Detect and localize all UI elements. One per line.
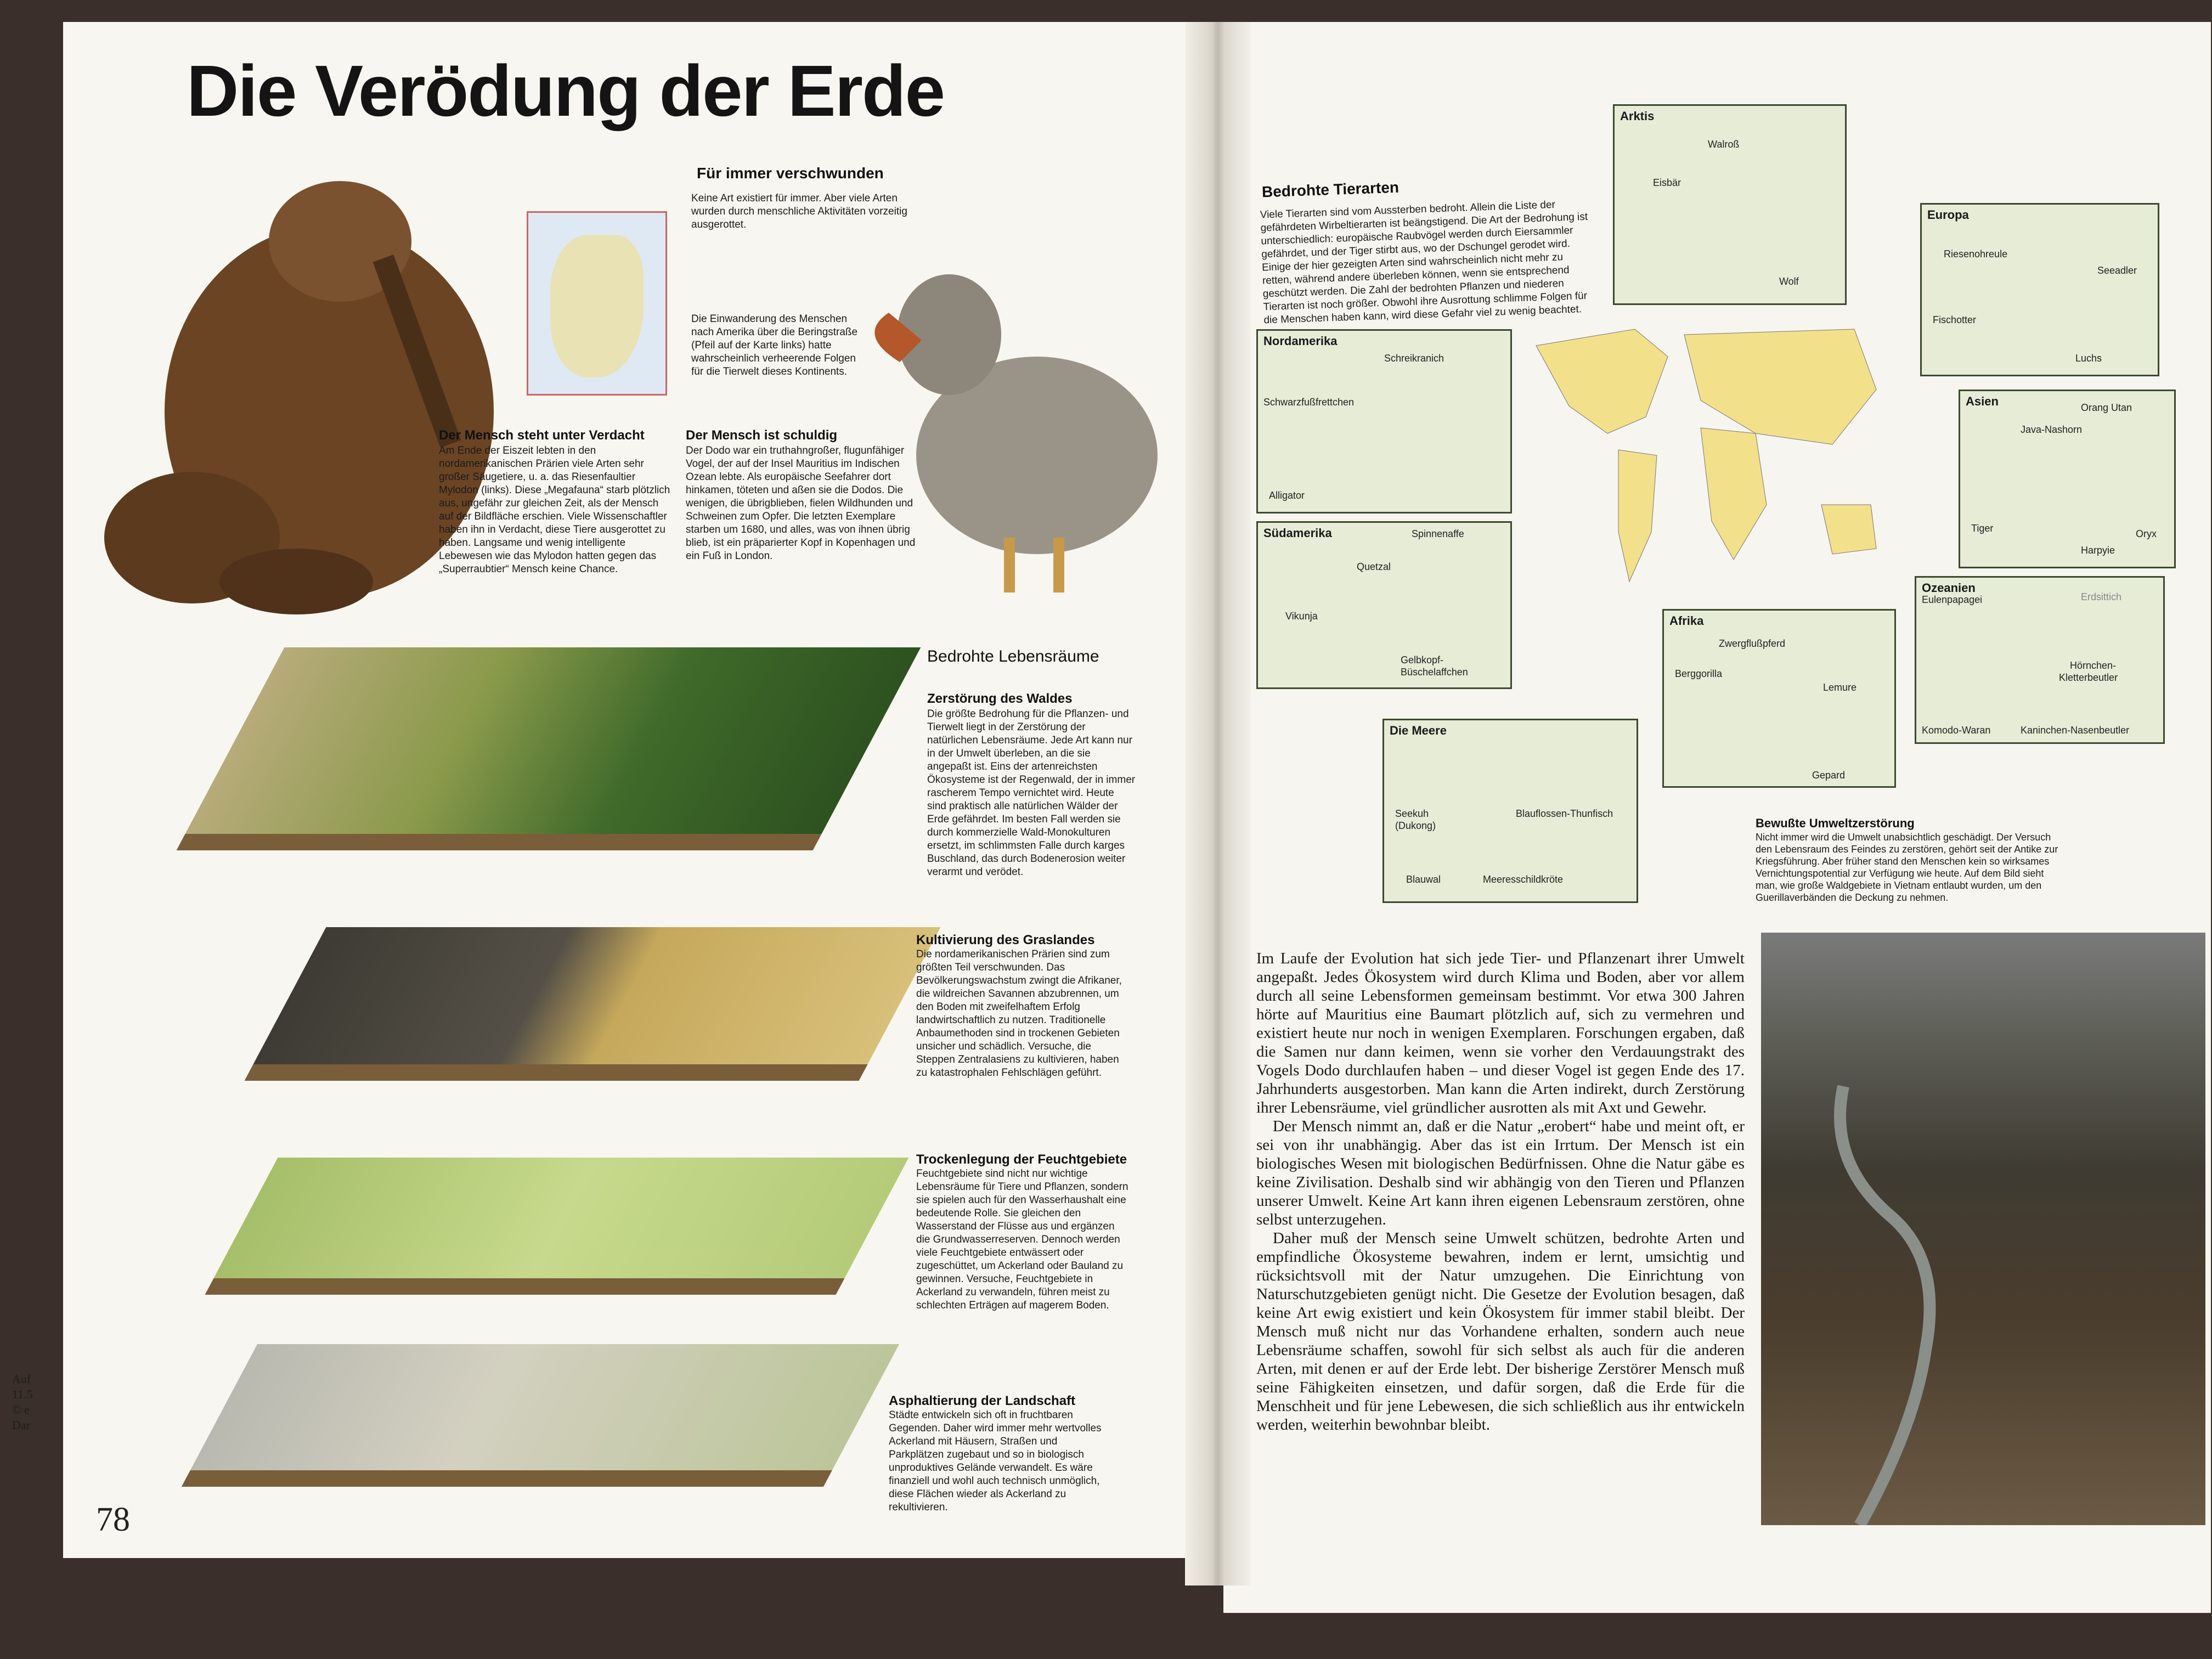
- animal-label: Hörnchen-: [2070, 660, 2117, 671]
- animal-label: Berggorilla: [1675, 668, 1723, 679]
- grassland-scene: [245, 927, 941, 1081]
- animal-label: Orang Utan: [2081, 402, 2132, 413]
- main-paragraph: Der Mensch nimmt an, daß er die Natur „erobert“ habe und meint oft, er sei von ihr unabhängig. Aber das ist ein Irrtum. Der Mensch ist ein biologisches Wesen mit biologischen Bedürfnissen. Ohne die Natur gäbe es keine Zivilisation. Deshalb sind wir abhängig von den Tieren und Pflanzen unserer Umwelt. Keine Art kann ihren eigenen Lebensraum zerstören, ohne selbst unterzugehen.: [1256, 1118, 1745, 1228]
- wetland-scene: [205, 1158, 909, 1295]
- heading-forest: Zerstörung des Waldes: [927, 691, 1073, 706]
- region-asien: [1959, 390, 2176, 568]
- margin-note: [12, 1372, 56, 1433]
- animal-label: Lemure: [1823, 682, 1857, 693]
- region-arktis: [1613, 104, 1847, 305]
- animal-label: Schreikranich: [1384, 353, 1444, 364]
- main-text: [1256, 949, 1745, 1434]
- heading-guilty: Der Mensch ist schuldig: [686, 428, 838, 443]
- margin-note-line: Auf: [12, 1372, 31, 1386]
- animal-label: Java-Nashorn: [2021, 424, 2083, 435]
- margin-note-line: Dar: [12, 1418, 30, 1432]
- vietnam-aerial-photo: [1761, 933, 2205, 1525]
- text-forever: Keine Art existiert für immer. Aber viele Arten wurden durch menschliche Aktivitäten vorzeitig ausgerottet.: [691, 193, 907, 230]
- world-map: [1525, 324, 1887, 614]
- map-continent: [550, 235, 644, 377]
- animal-label: Wolf: [1779, 276, 1799, 287]
- animal-label: Eulenpapagei: [1922, 594, 1983, 605]
- animal-label: Eisbär: [1653, 177, 1681, 188]
- animal-label: Erdsittich: [2081, 591, 2122, 602]
- text-suspicion: Am Ende der Eiszeit lebten in den nordamerikanischen Prärien viele Arten sehr großer Säugetiere, u. a. das Riesenfaultier Mylodon (links). Diese „Megafauna“ starb plötzlich aus, ungefähr zur gleichen Zeit, als der Mensch auf der Bildfläche erschien. Viele Wissenschaftler haben ihn in Verdacht, diese Tiere ausgerottet zu haben. Langsame und wenig intelligente Lebewesen wie das Mylodon hatten gegen das „Superraubtier“ Mensch keine Chance.: [439, 445, 670, 575]
- animal-label: Kletterbeutler: [2059, 672, 2118, 683]
- animal-label: Fischotter: [1933, 314, 1977, 325]
- animal-label: Walroß: [1708, 139, 1740, 150]
- animal-label: Tiger: [1971, 523, 1994, 534]
- heading-asphalt: Asphaltierung der Landschaft: [889, 1393, 1076, 1408]
- region-title: Asien: [1966, 394, 1999, 408]
- heading-habitats: Bedrohte Lebensräume: [927, 647, 1099, 665]
- animal-label: Riesenohreule: [1944, 249, 2008, 259]
- animal-label: Alligator: [1269, 490, 1305, 501]
- heading-suspicion: Der Mensch steht unter Verdacht: [439, 428, 645, 443]
- text-guilty: Der Dodo war ein truthahngroßer, flugunfähiger Vogel, der auf der Insel Mauritius im Indischen Ozean lebte. Als europäische Seefahrer dort hinkamen, töteten und aßen sie die Dodos. Die wenigen, die übrigblieben, fielen Wildhunden und Schweinen zum Opfer. Die letzten Exemplare starben um 1680, und alles, was von ihnen übrig blieb, ist ein präparierter Kopf in Kopenhagen und ein Fuß in London.: [686, 445, 916, 562]
- animal-label: Vikunja: [1285, 611, 1318, 622]
- margin-note-line: 11.5: [12, 1387, 33, 1401]
- region-title: Ozeanien: [1922, 581, 1976, 595]
- main-paragraph: Im Laufe der Evolution hat sich jede Tier- und Pflanzenart ihrer Umwelt angepaßt. Jedes Ökosystem wird durch Klima und Boden, aber vor allem durch all seine Lebensformen gemeinsam bestimmt. Vor etwa 300 Jahren hörte auf Mauritius eine Baumart plötzlich auf, sich zu vermehren und existiert heute nur noch in wenigen Exemplaren. Forschungen ergaben, daß die Samen nur dann keimen, wenn sie vorher den Verdauungstrakt des Vogels Dodo durchlaufen haben – und dieser Vogel ist gegen Ende des 17. Jahrhunderts ausgestorben. Man kann die Arten indirekt, durch Zerstörung ihrer Lebensräume, viel gründlicher ausrotten als mit Axt und Gewehr.: [1256, 950, 1745, 1116]
- region-title: Europa: [1927, 208, 1969, 222]
- text-threatened: Viele Tierarten sind vom Aussterben bedroht. Allein die Liste der gefährdeten Wirbeltierarten ist beängstigend. Die Art der Bedrohung ist unterschiedlich: europäische Raubvögel werden durch Eiersammler gefährdet, und der Tiger stirbt aus, wo der Dschungel gerodet wird. Einige der hier gezeigten Arten sind wahrscheinlich nicht mehr zu retten, während andere überleben können, wenn sie entsprechend geschützt werden. Die Zahl der bedrohten Pflanzen und niederen Tierarten ist noch größer. Obwohl ihre Ausrottung schlimme Folgen für die Menschen haben kann, wird diese Gefahr viel zu wenig beachtet.: [1260, 199, 1588, 326]
- animal-label: Luchs: [2075, 353, 2102, 364]
- city-scene: [182, 1344, 899, 1487]
- region-title: Nordamerika: [1263, 334, 1338, 348]
- region-title: Arktis: [1620, 109, 1655, 123]
- animal-label: (Dukong): [1395, 820, 1436, 831]
- animal-label: Seeadler: [2097, 265, 2137, 276]
- page-title: Die Verödung der Erde: [187, 50, 944, 131]
- text-forest: Die größte Bedrohung für die Pflanzen- und Tierwelt liegt in der Zerstörung der natürlichen Lebensräume. Jede Art kann nur in der Umwelt überleben, an die sie angepaßt ist. Eins der artenreichsten Ökosysteme ist der Regenwald, der in immer rascherem Tempo vernichtet wird. Heute sind praktisch alle natürlichen Wälder der Erde gefährdet. Im besten Fall werden sie durch kommerzielle Wald-Monokulturen ersetzt, im schlimmsten Falle durch karges Buschland, das durch Bodenerosion weiter verarmt und verödet.: [927, 708, 1136, 878]
- animal-label: Spinnenaffe: [1412, 528, 1464, 539]
- main-paragraph: Daher muß der Mensch seine Umwelt schützen, bedrohte Arten und empfindliche Ökosysteme bewahren, indem er lernt, umsichtig und rücksichtsvoll mit der Natur umzugehen. Die Einrichtung von Naturschutzgebieten genügt nicht. Die Gesetze der Evolution besagen, daß keine Art ewig existiert und kein Ökosystem für immer stabil bleibt. Der Mensch muß nicht nur das Vorhandene erhalten, sondern auch neue Lebensräume schaffen, sowohl für sich selbst als auch für die anderen Arten, mit denen er auf der Erde lebt. Der bisherige Zerstörer Mensch muß seine Fähigkeiten einsetzen, und dafür sorgen, daß die Erde für die Menschheit und für jene Lebewesen, die sich schließlich aus ihr entwickeln werden, weiterhin bewohnbar bleibt.: [1256, 1229, 1745, 1434]
- book-gutter: [1185, 22, 1251, 1585]
- animal-label: Schwarzfußfrettchen: [1263, 397, 1355, 408]
- region-meere: [1383, 719, 1638, 903]
- bering-map: [527, 211, 667, 396]
- animal-label: Komodo-Waran: [1922, 725, 1991, 736]
- text-asphalt: Städte entwickeln sich oft in fruchtbaren Gegenden. Daher wird immer mehr wertvolles Ackerland mit Häusern, Straßen und Parkplätzen zugebaut und so in biologisch unproduktives Gelände verwandelt. Es wäre finanziell und wohl auch technisch unmöglich, diese Flächen wieder als Ackerland zu rekultivieren.: [889, 1409, 1102, 1513]
- forest-scene: [177, 647, 921, 850]
- heading-threatened: Bedrohte Tierarten: [1261, 178, 1400, 201]
- animal-label: Blauflossen-Thunfisch: [1516, 808, 1613, 819]
- text-migration: Die Einwanderung des Menschen nach Amerika über die Beringstraße (Pfeil auf der Karte links) hatte wahrscheinlich verheerende Folgen für die Tierwelt dieses Kontinents.: [691, 313, 858, 377]
- text-wet: Feuchtgebiete sind nicht nur wichtige Lebensräume für Tiere und Pflanzen, sondern sie spielen auch für den Wasserhaushalt eine bedeutende Rolle. Sie gleichen den Wasserstand der Flüsse aus und ergänzen die Grundwasserreserven. Dennoch werden viele Feuchtgebiete entwässert oder zugeschüttet, um Ackerland oder Bauland zu gewinnen. Versuche, Feuchtgebiete in Ackerland zu verwandeln, führen meist zu schlechten Erträgen auf magerem Boden.: [916, 1168, 1128, 1311]
- heading-forever: Für immer verschwunden: [697, 165, 884, 182]
- text-grass: Die nordamerikanischen Prärien sind zum größten Teil verschwunden. Das Bevölkerungswachstum zwingt die Afrikaner, die wildreichen Savannen abzubrennen, um den Boden mit zweifelhaftem Erfolg landwirtschaftlich zu nutzen. Traditionelle Anbaumethoden sind in trockenen Gebieten unsicher und schädlich. Versuche, die Steppen Zentralasiens zu kultivieren, haben zu katastrophalen Fehlschlägen geführt.: [916, 949, 1122, 1079]
- animal-label: Harpyie: [2081, 545, 2115, 556]
- animal-label: Seekuh: [1395, 808, 1429, 819]
- region-ozeanien: [1915, 576, 2165, 744]
- animal-label: Meeresschildkröte: [1483, 874, 1564, 885]
- animal-label: Blauwal: [1406, 874, 1441, 885]
- animal-label: Gelbkopf-: [1401, 654, 1444, 665]
- heading-wet: Trockenlegung der Feuchtgebiete: [916, 1152, 1127, 1167]
- animal-label: Quetzal: [1357, 561, 1391, 572]
- animal-label: Kaninchen-Nasenbeutler: [2021, 725, 2130, 736]
- animal-label: Gepard: [1812, 770, 1846, 781]
- text-conscious: Nicht immer wird die Umwelt unabsichtlich geschädigt. Der Versuch den Lebensraum des Feindes zu zerstören, gehört seit der Antike zur Kriegsführung. Aber früher stand den Menschen kein so wirksames Vernichtungspotential zur Verfügung wie heute. Auf dem Bild sieht man, wie große Waldgebiete in Vietnam entlaubt wurden, um den Guerillaverbänden die Deckung zu nehmen.: [1756, 832, 2058, 903]
- region-title: Afrika: [1669, 614, 1704, 628]
- page-number: 78: [96, 1501, 130, 1538]
- region-title: Die Meere: [1390, 724, 1447, 737]
- animal-label: Oryx: [2136, 528, 2157, 539]
- heading-grass: Kultivierung des Graslandes: [916, 933, 1095, 947]
- region-afrika: [1662, 609, 1896, 788]
- region-nordamerika: [1256, 329, 1512, 514]
- margin-note-line: © e: [12, 1403, 30, 1417]
- region-suedamerika: [1256, 521, 1512, 689]
- region-europa: [1920, 203, 2159, 376]
- river-shape: [1761, 933, 2205, 1525]
- heading-conscious: Bewußte Umweltzerstörung: [1756, 816, 1915, 830]
- region-title: Südamerika: [1263, 526, 1332, 540]
- animal-label: Zwergflußpferd: [1719, 638, 1786, 649]
- animal-label: Büschelaffchen: [1401, 667, 1468, 678]
